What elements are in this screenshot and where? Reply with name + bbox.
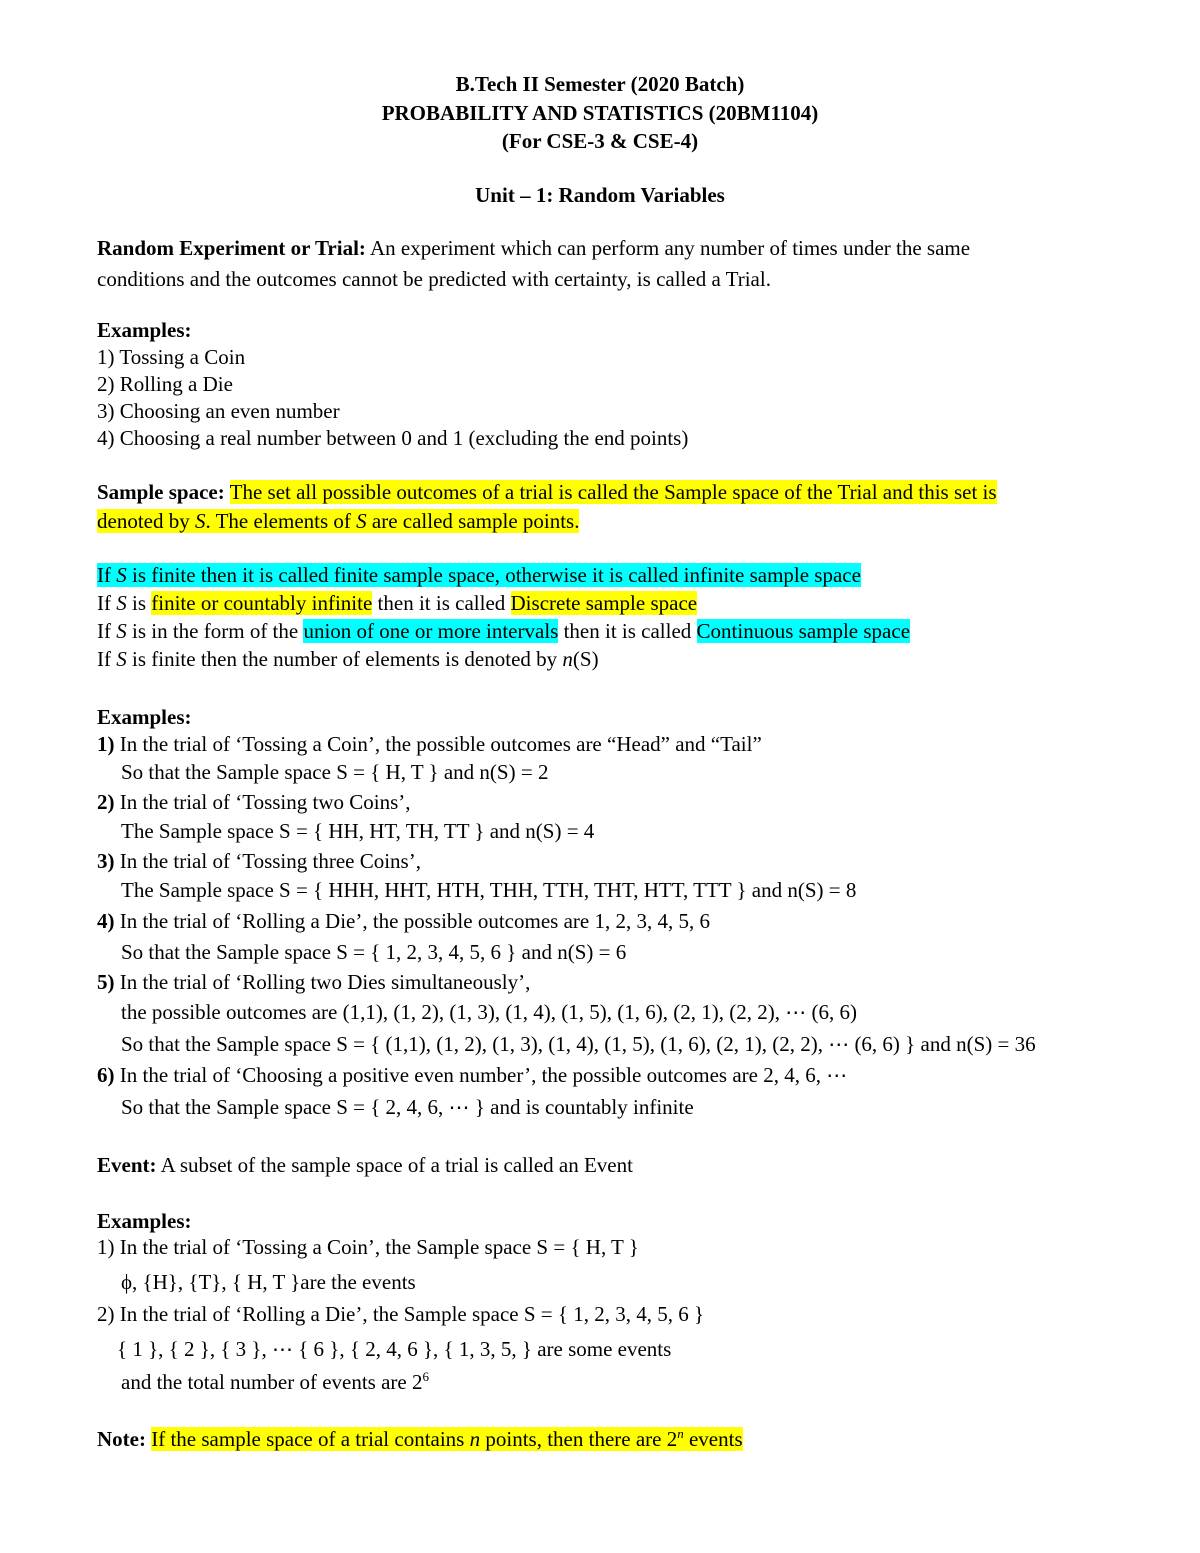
continuous-sample-space-highlight: Continuous sample space (696, 619, 911, 643)
event-example-coin-events: ϕ, {H}, {T}, { H, T }are the events (121, 1270, 416, 1294)
text-span: 6) (97, 1063, 115, 1087)
text-span: (S) (572, 647, 599, 671)
example-two-dice-outcomes: the possible outcomes are (1,1), (1, 2), (1, 3), (1, 4), (1, 5), (1, 6), (2, 1), (2, 2), ⋯ (6, 6) (121, 1000, 857, 1024)
course-sections: (For CSE-3 & CSE-4) (501, 129, 699, 153)
text-span: is finite then it is called finite sample space, otherwise it is called infinite sample space (126, 563, 861, 587)
text-span: If (97, 647, 117, 671)
text-span: 5) (97, 970, 115, 994)
text-span: In the trial of ‘Rolling a Die’, the possible outcomes are 1, 2, 3, 4, 5, 6 (114, 909, 710, 933)
text-span: 4) (97, 909, 115, 933)
example-three-coins-sample-space: The Sample space S = { HHH, HHT, HTH, THH, TTH, THT, HTT, TTT } and n(S) = 8 (121, 878, 857, 902)
union-of-intervals-highlight: union of one or more intervals (303, 619, 559, 643)
text-span: is finite then the number of elements is denoted by (126, 647, 563, 671)
text-span: In the trial of ‘Choosing a positive even number’, the possible outcomes are 2, 4, 6, ⋯ (114, 1063, 848, 1087)
event-example-total (121, 1368, 429, 1396)
examples-heading-1: Examples: (97, 318, 192, 342)
text-span: S (116, 563, 127, 587)
text-span: then it is called (558, 619, 697, 643)
random-experiment-definition (97, 234, 970, 262)
text-span: . The elements of (205, 509, 357, 533)
example-item: 4) Choosing a real number between 0 and 1 (excluding the end points) (97, 426, 689, 450)
text-span: n (562, 647, 573, 671)
example-even-number-sample-space: So that the Sample space S = { 2, 4, 6, ⋯ } and is countably infinite (121, 1095, 694, 1119)
event-example-die: 2) In the trial of ‘Rolling a Die’, the Sample space S = { 1, 2, 3, 4, 5, 6 } (97, 1302, 705, 1326)
text-span: In the trial of ‘Tossing two Coins’, (114, 790, 411, 814)
text-span: denoted by (97, 509, 195, 533)
note-term: Note: (97, 1427, 146, 1451)
example-die (97, 907, 710, 935)
example-even-number (97, 1061, 847, 1089)
text-span: S (116, 591, 127, 615)
example-item: 1) Tossing a Coin (97, 345, 246, 369)
example-two-coins (97, 788, 411, 816)
text-span: If (97, 591, 117, 615)
discrete-sample-space-line (97, 589, 697, 617)
sample-space-highlight: The set all possible outcomes of a trial is called the Sample space of the Trial and this set is (229, 480, 997, 504)
example-two-coins-sample-space: The Sample space S = { HH, HT, TH, TT } and n(S) = 4 (121, 819, 595, 843)
random-experiment-definition-cont: conditions and the outcomes cannot be predicted with certainty, is called a Trial. (97, 267, 771, 291)
example-coin-sample-space: So that the Sample space S = { H, T } and n(S) = 2 (121, 760, 549, 784)
text-span: If (97, 563, 117, 587)
sample-space-term: Sample space: (97, 480, 225, 504)
text-span: is (126, 591, 152, 615)
example-two-dice (97, 968, 530, 996)
unit-title: Unit – 1: Random Variables (475, 183, 725, 207)
text-span: If (97, 619, 117, 643)
text-span: 2) (97, 790, 115, 814)
text-span: If the sample space of a trial contains (151, 1427, 470, 1451)
event-definition (97, 1151, 633, 1179)
examples-heading-3: Examples: (97, 1209, 192, 1233)
example-die-sample-space: So that the Sample space S = { 1, 2, 3, 4, 5, 6 } and n(S) = 6 (121, 940, 627, 964)
text-span: n (469, 1427, 481, 1451)
text-span: S (116, 647, 127, 671)
random-experiment-term: Random Experiment or Trial: (97, 236, 366, 260)
example-item: 3) Choosing an even number (97, 399, 340, 423)
example-two-dice-sample-space: So that the Sample space S = { (1,1), (1, 2), (1, 3), (1, 4), (1, 5), (1, 6), (2, 1), (2, 2), ⋯ (6, 6) } and n(S) = 36 (121, 1032, 1036, 1056)
countably-infinite-highlight: finite or countably infinite (151, 591, 373, 615)
text-span: events (683, 1427, 743, 1451)
text-span: 3) (97, 849, 115, 873)
text-span: In the trial of ‘Rolling two Dies simultaneously’, (114, 970, 531, 994)
example-coin (97, 730, 762, 758)
text-span: An experiment which can perform any number of times under the same (365, 236, 971, 260)
note-line (97, 1425, 743, 1453)
event-term: Event: (97, 1153, 157, 1177)
text-span: 1) (97, 732, 115, 756)
text-span: n (677, 1426, 684, 1441)
event-example-coin: 1) In the trial of ‘Tossing a Coin’, the Sample space S = { H, T } (97, 1235, 639, 1259)
course-subject: PROBABILITY AND STATISTICS (20BM1104) (381, 101, 819, 125)
text-span: S (194, 509, 206, 533)
text-span: S (116, 619, 127, 643)
text-span: 6 (422, 1369, 429, 1384)
finite-highlight (97, 563, 861, 587)
text-span: points, then there are 2 (480, 1427, 678, 1451)
text-span: and the total number of events are 2 (121, 1370, 423, 1394)
text-span: In the trial of ‘Tossing three Coins’, (114, 849, 421, 873)
examples-heading-2: Examples: (97, 705, 192, 729)
sample-space-definition-cont (97, 507, 579, 535)
continuous-sample-space-line (97, 617, 910, 645)
example-item: 2) Rolling a Die (97, 372, 233, 396)
discrete-sample-space-highlight: Discrete sample space (510, 591, 698, 615)
finite-sample-space-line (97, 561, 861, 589)
note-highlight (151, 1427, 742, 1451)
text-span: then it is called (372, 591, 511, 615)
text-span: are called sample points. (366, 509, 580, 533)
element-count-line (97, 645, 599, 673)
text-span: A subset of the sample space of a trial is called an Event (156, 1153, 633, 1177)
text-span: S (356, 509, 367, 533)
sample-space-definition (97, 478, 997, 506)
course-title: B.Tech II Semester (2020 Batch) (455, 72, 745, 96)
text-span: In the trial of ‘Tossing a Coin’, the possible outcomes are “Head” and “Tail” (114, 732, 762, 756)
example-three-coins (97, 847, 421, 875)
event-example-die-events: { 1 }, { 2 }, { 3 }, ⋯ { 6 }, { 2, 4, 6 }, { 1, 3, 5, } are some events (117, 1337, 672, 1361)
text-span: is in the form of the (126, 619, 304, 643)
